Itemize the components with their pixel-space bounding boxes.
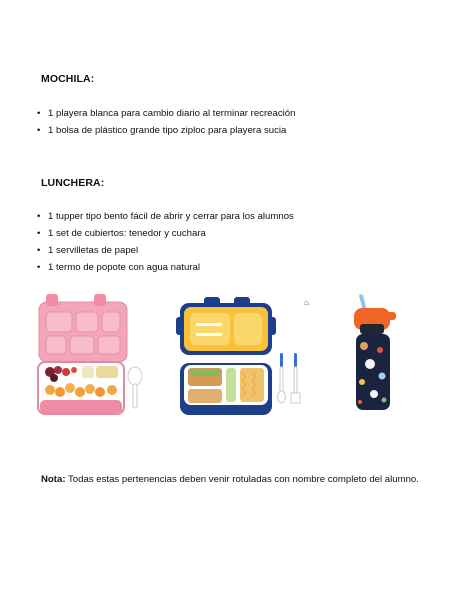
list-item [37,122,295,139]
bullet: • [37,245,41,256]
list-item [37,208,294,225]
water-bottle-image [346,290,406,420]
bullet: • [37,228,41,239]
bullet: • [37,125,41,136]
lonchera-heading: LUNCHERA: [41,177,105,189]
pink-bento-image [36,292,146,420]
bullet: • [37,262,41,273]
list-item-text: 1 servilletas de papel [48,245,139,256]
bullet: • [37,108,41,119]
mochila-heading: MOCHILA: [41,73,95,85]
list-item [37,225,294,242]
list-item [37,259,294,276]
list-item [37,242,294,259]
note [41,474,419,485]
list-item-text: 1 set de cubiertos: tenedor y cuchara [48,228,206,239]
bullet: • [37,211,41,222]
blue-bento-image [176,295,306,417]
lonchera-list [37,208,294,276]
list-item-text: 1 playera blanca para cambio diario al terminar recreación [48,108,296,119]
list-item [37,105,295,122]
note-text: Todas estas pertenencias deben venir rotuladas con nombre completo del alumno. [65,474,419,485]
list-item-text: 1 termo de popote con agua natural [48,262,201,273]
note-label: Nota: [41,474,66,485]
list-item-text: 1 bolsa de plástico grande tipo ziploc para playera sucia [48,125,287,136]
mochila-list [37,105,295,139]
small-logo-icon: ⌂ [304,298,309,307]
list-item-text: 1 tupper tipo bento fácil de abrir y cerrar para los alumnos [48,211,294,222]
